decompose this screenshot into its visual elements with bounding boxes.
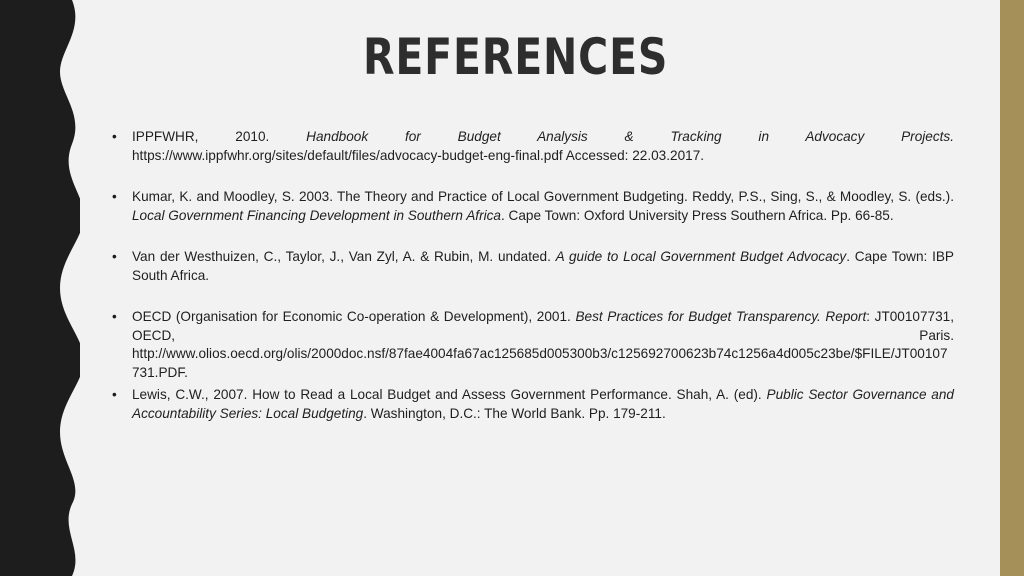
ref-url: https://www.ippfwhr.org/sites/default/files/advocacy-budget-eng-final.pdf Accessed: 22.03.2017. <box>132 147 705 163</box>
ref-title: Local Government Financing Development in Southern Africa <box>132 207 501 223</box>
left-wave-band <box>0 0 80 576</box>
reference-item-oecd <box>112 308 954 382</box>
ref-publisher: . Washington, D.C.: The World Bank. Pp. 179-211. <box>363 405 666 421</box>
bullet-icon: • <box>112 189 117 204</box>
ref-authors: IPPFWHR, 2010. <box>132 129 307 144</box>
ref-title: Public Sector Governance and Accountability Series: Local Budgeting <box>132 387 954 421</box>
references-list <box>112 128 954 446</box>
reference-item-lewis <box>112 386 954 423</box>
ref-authors: Kumar, K. and Moodley, S. 2003. The Theory and Practice of Local Government Budgeting. Reddy, P.S., Sing, S., & Moodley, S. (eds.). <box>132 189 954 204</box>
ref-url: http://www.olios.oecd.org/olis/2000doc.nsf/87fae4004fa67ac125685d005300b3/c125692700623b74c1256a4d005c23be/$FILE/JT00107731.PDF. <box>132 346 948 380</box>
slide-title: REFERENCES <box>362 28 669 86</box>
ref-authors: OECD (Organisation for Economic Co-operation & Development), 2001. <box>132 309 576 324</box>
bullet-icon: • <box>112 129 117 144</box>
bullet-icon: • <box>112 309 117 324</box>
ref-publisher: : JT00107731, OECD, Paris. <box>132 309 955 343</box>
ref-title: A guide to Local Government Budget Advocacy <box>555 249 847 264</box>
ref-title: Handbook for Budget Analysis & Tracking in Advocacy Projects. <box>306 129 954 144</box>
right-accent-band <box>1000 0 1024 576</box>
ref-publisher: . Cape Town: IBP South Africa. <box>132 249 954 283</box>
ref-publisher: . Cape Town: Oxford University Press Southern Africa. Pp. 66-85. <box>501 207 894 223</box>
ref-authors: Lewis, C.W., 2007. How to Read a Local Budget and Assess Government Performance. Shah, A. (ed). <box>132 387 767 402</box>
bullet-icon: • <box>112 249 117 264</box>
reference-item-van-der-westhuizen <box>112 248 954 285</box>
ref-title: Best Practices for Budget Transparency. Report <box>575 309 867 324</box>
reference-item-ippfwhr <box>112 128 954 165</box>
bullet-icon: • <box>112 387 117 402</box>
ref-authors: Van der Westhuizen, C., Taylor, J., Van Zyl, A. & Rubin, M. undated. <box>132 249 556 264</box>
reference-item-kumar <box>112 188 954 225</box>
